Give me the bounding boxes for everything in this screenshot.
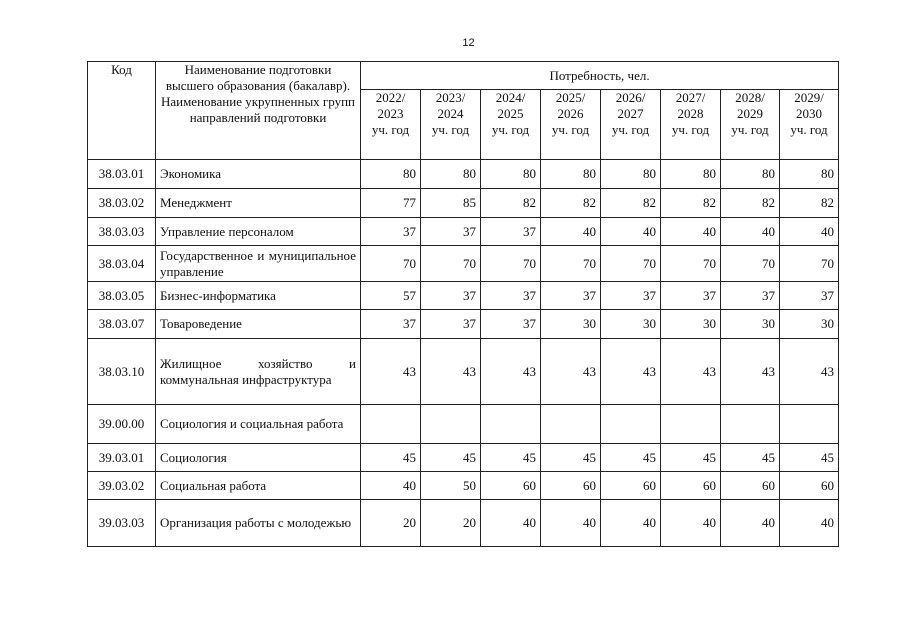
header-year-unit: уч. год [491,122,530,137]
row-value [661,405,721,444]
row-value: 82 [661,189,721,218]
table-row [88,310,839,339]
row-value: 30 [541,310,601,339]
row-value: 45 [661,444,721,472]
header-year-unit: уч. год [731,122,769,137]
row-value: 70 [780,246,839,282]
header-year-unit: уч. год [790,122,828,137]
row-value [541,405,601,444]
row-value: 37 [481,218,541,246]
header-year [601,90,661,160]
row-value: 37 [601,282,661,310]
row-value: 70 [721,246,780,282]
row-code: 39.03.03 [88,500,156,547]
row-value [481,405,541,444]
row-name: Организация работы с молодежью [156,500,361,547]
header-year [721,90,780,160]
row-value: 57 [361,282,421,310]
row-name: Экономика [156,160,361,189]
row-value: 40 [721,500,780,547]
row-code: 38.03.04 [88,246,156,282]
header-year-start: 2027/ [675,90,706,105]
row-code: 38.03.03 [88,218,156,246]
row-code: 38.03.02 [88,189,156,218]
header-name: Наименование подготовки высшего образования (бакалавр). Наименование укрупненных групп направлений подготовки [156,62,361,160]
row-value: 45 [361,444,421,472]
header-need: Потребность, чел. [361,62,839,90]
row-code: 39.00.00 [88,405,156,444]
row-value: 30 [601,310,661,339]
table-row [88,282,839,310]
row-value: 30 [721,310,780,339]
row-value: 37 [361,218,421,246]
row-value: 77 [361,189,421,218]
row-value: 30 [661,310,721,339]
header-year-end: 2030 [796,106,823,121]
row-value: 37 [421,282,481,310]
table-row [88,189,839,218]
row-value: 60 [721,472,780,500]
row-value [780,405,839,444]
row-value: 43 [601,339,661,405]
row-value: 82 [721,189,780,218]
row-code: 39.03.01 [88,444,156,472]
row-value: 45 [481,444,541,472]
row-value: 70 [481,246,541,282]
header-year [661,90,721,160]
row-value: 60 [541,472,601,500]
page-number: 12 [462,37,475,49]
header-year [361,90,421,160]
row-value: 80 [721,160,780,189]
row-value: 37 [481,310,541,339]
header-year-end: 2029 [737,106,763,121]
header-year-end: 2025 [497,106,524,121]
row-value: 82 [481,189,541,218]
row-name: Социология и социальная работа [156,405,361,444]
header-year-start: 2028/ [735,90,765,105]
header-year-unit: уч. год [431,122,470,137]
row-value: 82 [780,189,839,218]
header-year-start: 2023/ [435,90,466,105]
row-value: 40 [661,218,721,246]
needs-table [87,61,839,547]
row-value: 37 [721,282,780,310]
header-year-start: 2025/ [555,90,586,105]
header-year-start: 2026/ [615,90,646,105]
row-value: 37 [541,282,601,310]
row-value: 40 [780,218,839,246]
row-value: 80 [361,160,421,189]
row-name: Жилищное хозяйство и коммунальная инфраструктура [156,339,361,405]
row-code: 38.03.07 [88,310,156,339]
row-code: 38.03.10 [88,339,156,405]
row-value: 45 [541,444,601,472]
row-value: 37 [361,310,421,339]
row-value: 43 [541,339,601,405]
row-name: Социология [156,444,361,472]
table-row [88,500,839,547]
row-value: 70 [421,246,481,282]
table-row [88,218,839,246]
row-value: 37 [481,282,541,310]
row-value: 80 [541,160,601,189]
row-value: 40 [361,472,421,500]
header-year [481,90,541,160]
row-value: 37 [780,282,839,310]
row-value: 60 [601,472,661,500]
table-row [88,444,839,472]
row-value: 40 [541,218,601,246]
row-value: 80 [601,160,661,189]
row-value: 80 [780,160,839,189]
header-year-start: 2024/ [495,90,526,105]
row-value: 60 [780,472,839,500]
row-value: 80 [421,160,481,189]
row-name: Социальная работа [156,472,361,500]
header-year-unit: уч. год [371,122,410,137]
header-code: Код [88,62,156,160]
row-value [421,405,481,444]
header-year [780,90,839,160]
row-value: 37 [421,218,481,246]
row-value [601,405,661,444]
table-row [88,246,839,282]
header-year [541,90,601,160]
header-year-unit: уч. год [551,122,590,137]
row-value: 45 [721,444,780,472]
row-value: 60 [661,472,721,500]
row-value: 70 [661,246,721,282]
row-value [721,405,780,444]
row-value: 43 [721,339,780,405]
row-name: Управление персоналом [156,218,361,246]
row-value [361,405,421,444]
row-value: 60 [481,472,541,500]
row-value: 45 [421,444,481,472]
row-value: 82 [541,189,601,218]
row-value: 40 [601,500,661,547]
header-year-unit: уч. год [611,122,650,137]
header-year-end: 2024 [437,106,464,121]
row-value: 43 [361,339,421,405]
header-year [421,90,481,160]
table-header [88,62,839,160]
header-year-start: 2029/ [794,90,824,105]
row-value: 40 [780,500,839,547]
table-body [88,160,839,547]
table-row [88,405,839,444]
row-value: 70 [541,246,601,282]
row-value: 20 [361,500,421,547]
row-value: 40 [601,218,661,246]
row-value: 43 [481,339,541,405]
row-value: 30 [780,310,839,339]
row-value: 40 [541,500,601,547]
row-name: Государственное и муниципальное управление [156,246,361,282]
table-row [88,339,839,405]
row-value: 50 [421,472,481,500]
row-value: 40 [721,218,780,246]
header-year-end: 2028 [677,106,704,121]
row-value: 20 [421,500,481,547]
row-code: 38.03.05 [88,282,156,310]
row-value: 85 [421,189,481,218]
row-value: 45 [601,444,661,472]
row-value: 40 [481,500,541,547]
row-value: 80 [481,160,541,189]
header-year-end: 2027 [617,106,644,121]
row-value: 82 [601,189,661,218]
row-value: 80 [661,160,721,189]
row-value: 43 [421,339,481,405]
row-value: 43 [780,339,839,405]
row-value: 37 [421,310,481,339]
row-name: Бизнес-информатика [156,282,361,310]
row-value: 70 [361,246,421,282]
header-year-start: 2022/ [375,90,406,105]
header-year-end: 2023 [377,106,404,121]
row-value: 43 [661,339,721,405]
row-code: 38.03.01 [88,160,156,189]
row-name: Менеджмент [156,189,361,218]
row-value: 40 [661,500,721,547]
row-code: 39.03.02 [88,472,156,500]
table-row [88,472,839,500]
row-name: Товароведение [156,310,361,339]
row-value: 37 [661,282,721,310]
header-year-unit: уч. год [671,122,710,137]
table-row [88,160,839,189]
row-value: 45 [780,444,839,472]
row-value: 70 [601,246,661,282]
header-year-end: 2026 [557,106,584,121]
